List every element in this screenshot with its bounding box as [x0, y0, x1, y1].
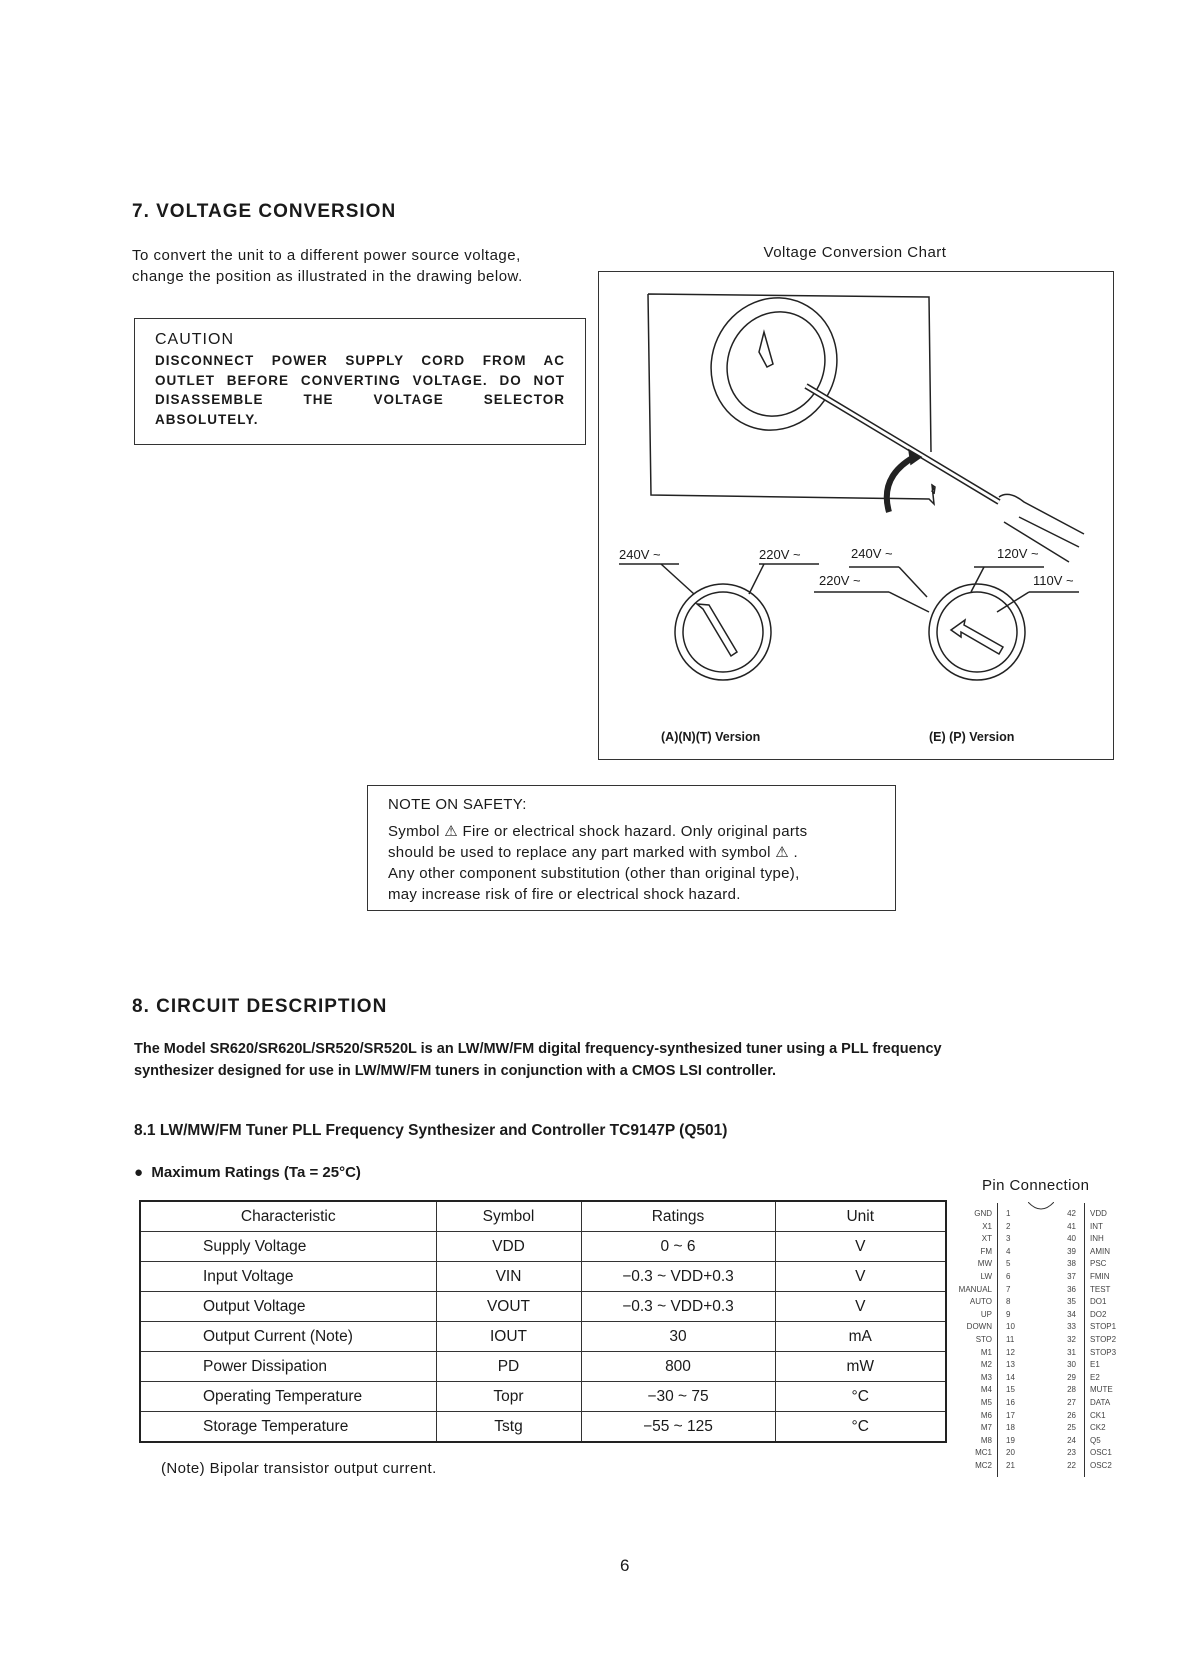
unit-cell: mA [775, 1322, 946, 1352]
label-120v: 120V ~ [997, 546, 1039, 561]
pin-label-left: M1 [980, 1347, 992, 1357]
pin-label-right: DO1 [1090, 1297, 1107, 1307]
pin-label-right: Q5 [1090, 1435, 1101, 1445]
pin-number: 33 [1067, 1322, 1076, 1332]
label-240v: 240V ~ [851, 546, 893, 561]
header-cell: Unit [775, 1201, 946, 1232]
pin-label-right: VDD [1090, 1209, 1107, 1218]
pin-label-right: INT [1090, 1221, 1103, 1231]
pin-number: 3 [1006, 1234, 1011, 1244]
pin-number: 25 [1067, 1423, 1076, 1433]
unit-cell: °C [775, 1382, 946, 1412]
pin-number: 5 [1006, 1259, 1011, 1269]
pin-label-right: E1 [1090, 1360, 1100, 1370]
safety-note-box [367, 785, 896, 911]
pin-label-right: FMIN [1090, 1272, 1110, 1281]
pin-number: 13 [1006, 1360, 1015, 1370]
unit-cell: V [775, 1232, 946, 1262]
pin-label-right: STOP2 [1090, 1335, 1117, 1344]
intro-line: To convert the unit to a different power source voltage, [132, 247, 521, 264]
pin-number: 38 [1067, 1259, 1076, 1269]
label-220v: 220V ~ [759, 547, 801, 562]
pin-label-left: X1 [982, 1221, 992, 1231]
version-label-ant: (A)(N)(T) Version [661, 730, 761, 744]
pin-label-left: MC2 [975, 1461, 992, 1470]
table-row [140, 1322, 946, 1352]
header-cell: Symbol [436, 1201, 581, 1232]
symbol-cell: VDD [436, 1232, 581, 1262]
pin-number: 24 [1067, 1435, 1076, 1445]
pin-number: 8 [1006, 1297, 1011, 1307]
section-8-intro [134, 1038, 942, 1082]
ratings-title [134, 1164, 361, 1181]
pin-number: 20 [1006, 1448, 1015, 1458]
pin-number: 7 [1006, 1284, 1011, 1294]
table-row [140, 1232, 946, 1262]
pin-number: 17 [1006, 1410, 1015, 1420]
pin-label-right: DATA [1090, 1398, 1111, 1407]
pin-number: 19 [1006, 1435, 1015, 1445]
ratings-cell: −0.3 ~ VDD+0.3 [581, 1262, 775, 1292]
pin-label-left: STO [975, 1335, 992, 1344]
pin-label-right: OSC2 [1090, 1461, 1112, 1470]
chart-title: Voltage Conversion Chart [763, 244, 947, 261]
section-7-intro [132, 245, 523, 287]
unit-cell: V [775, 1262, 946, 1292]
pin-number: 41 [1067, 1221, 1076, 1231]
pin-label-right: E2 [1090, 1372, 1100, 1382]
caution-box [134, 318, 586, 445]
voltage-selector-illustration [599, 272, 1113, 759]
pin-number: 35 [1067, 1297, 1076, 1307]
section-8-heading: 8. CIRCUIT DESCRIPTION [132, 996, 388, 1017]
pin-label-right: OSC1 [1090, 1448, 1112, 1458]
safety-line: should be used to replace any part marked with symbol ⚠ . [388, 844, 798, 861]
pin-label-right: CK1 [1090, 1410, 1106, 1420]
safety-title: NOTE ON SAFETY: [388, 796, 527, 813]
voltage-conversion-chart [598, 271, 1114, 760]
pin-label-left: M5 [980, 1398, 992, 1407]
ratings-cell: 800 [581, 1352, 775, 1382]
pin-number: 27 [1067, 1398, 1076, 1407]
characteristic-cell: Supply Voltage [140, 1232, 436, 1262]
pin-label-left: M8 [980, 1435, 992, 1445]
section-7-heading: 7. VOLTAGE CONVERSION [132, 201, 397, 222]
pin-label-right: MUTE [1090, 1385, 1113, 1395]
subsection-8-1: 8.1 LW/MW/FM Tuner PLL Frequency Synthesizer and Controller TC9147P (Q501) [134, 1122, 728, 1139]
characteristic-cell: Operating Temperature [140, 1382, 436, 1412]
pin-number: 40 [1067, 1234, 1076, 1244]
characteristic-cell: Storage Temperature [140, 1412, 436, 1443]
symbol-cell: VOUT [436, 1292, 581, 1322]
ratings-cell: −55 ~ 125 [581, 1412, 775, 1443]
pin-label-left: DOWN [966, 1322, 992, 1332]
pin-label-left: M3 [980, 1372, 992, 1382]
pin-label-left: M2 [980, 1360, 992, 1370]
pin-label-left: LW [980, 1272, 992, 1281]
pin-number: 22 [1067, 1461, 1076, 1470]
symbol-cell: Topr [436, 1382, 581, 1412]
pin-number: 18 [1006, 1423, 1015, 1433]
ratings-cell: −30 ~ 75 [581, 1382, 775, 1412]
pin-number: 14 [1006, 1372, 1015, 1382]
ic-package [958, 1203, 1117, 1477]
pin-label-left: MC1 [975, 1448, 992, 1458]
characteristic-cell: Output Current (Note) [140, 1322, 436, 1352]
pin-label-left: MANUAL [958, 1284, 992, 1294]
pin-label-right: AMIN [1090, 1246, 1110, 1256]
unit-cell: °C [775, 1412, 946, 1443]
pin-number: 4 [1006, 1246, 1011, 1256]
intro-line: synthesizer designed for use in LW/MW/FM tuners in conjunction with a CMOS LSI controller. [134, 1063, 777, 1079]
safety-line: Any other component substitution (other than original type), [388, 865, 800, 882]
pin-label-left: MW [977, 1259, 992, 1269]
characteristic-cell: Power Dissipation [140, 1352, 436, 1382]
pin-number: 21 [1006, 1461, 1015, 1470]
label-110v: 110V ~ [1033, 573, 1074, 588]
label-240v: 240V ~ [619, 547, 661, 562]
header-cell: Ratings [581, 1201, 775, 1232]
table-note: (Note) Bipolar transistor output current. [161, 1460, 437, 1477]
max-ratings-table [139, 1200, 947, 1443]
table-row [140, 1292, 946, 1322]
ratings-cell: 0 ~ 6 [581, 1232, 775, 1262]
symbol-cell: PD [436, 1352, 581, 1382]
table-header-row [140, 1201, 946, 1232]
ic-notch-icon [1028, 1202, 1054, 1212]
pin-number: 1 [1006, 1209, 1011, 1218]
pin-label-right: DO2 [1090, 1309, 1107, 1319]
pin-label-left: GND [974, 1209, 992, 1218]
pin-label-right: CK2 [1090, 1423, 1106, 1433]
table-row [140, 1352, 946, 1382]
intro-line: change the position as illustrated in the drawing below. [132, 268, 523, 285]
bullet-icon: ● [134, 1164, 152, 1181]
pin-label-left: M4 [980, 1385, 992, 1395]
pin-number: 34 [1067, 1309, 1076, 1319]
pin-number: 16 [1006, 1398, 1015, 1407]
version-label-ep: (E) (P) Version [929, 730, 1015, 744]
unit-cell: mW [775, 1352, 946, 1382]
table-row [140, 1382, 946, 1412]
pin-number: 10 [1006, 1322, 1015, 1332]
pin-label-left: FM [980, 1246, 992, 1256]
safety-line: may increase risk of fire or electrical shock hazard. [388, 886, 741, 903]
pin-number: 36 [1067, 1284, 1076, 1294]
pin-number: 30 [1067, 1360, 1076, 1370]
pin-label-right: TEST [1090, 1284, 1111, 1294]
caution-title: CAUTION [155, 331, 234, 348]
pin-label-right: PSC [1090, 1259, 1107, 1269]
caution-text: DISCONNECT POWER SUPPLY CORD FROM AC OUTLET BEFORE CONVERTING VOLTAGE. DO NOT DISASSEMBLE THE VOLTAGE SELECTOR ABSOLUTELY. [155, 353, 565, 427]
characteristic-cell: Input Voltage [140, 1262, 436, 1292]
pin-number: 2 [1006, 1221, 1011, 1231]
pin-number: 12 [1006, 1347, 1015, 1357]
pin-label-right: INH [1090, 1234, 1104, 1244]
pin-number: 29 [1067, 1372, 1076, 1382]
pin-number: 26 [1067, 1410, 1076, 1420]
pin-number: 39 [1067, 1246, 1076, 1256]
symbol-cell: IOUT [436, 1322, 581, 1352]
ratings-title-text: Maximum Ratings (Ta = 25°C) [151, 1164, 361, 1181]
pin-number: 31 [1067, 1347, 1076, 1357]
unit-cell: V [775, 1292, 946, 1322]
pin-number: 15 [1006, 1385, 1015, 1395]
pin-number: 42 [1067, 1209, 1076, 1218]
pin-number: 6 [1006, 1272, 1011, 1281]
pin-label-right: STOP3 [1090, 1347, 1117, 1357]
pin-label-left: M6 [980, 1410, 992, 1420]
pin-label-left: UP [980, 1309, 992, 1319]
pin-number: 23 [1067, 1448, 1076, 1458]
label-220v: 220V ~ [819, 573, 861, 588]
pin-connection-title: Pin Connection [982, 1177, 1090, 1194]
ratings-cell: −0.3 ~ VDD+0.3 [581, 1292, 775, 1322]
pin-label-left: AUTO [969, 1297, 992, 1307]
intro-line: The Model SR620/SR620L/SR520/SR520L is an LW/MW/FM digital frequency-synthesized tuner using a PLL frequency [134, 1041, 942, 1057]
pin-number: 28 [1067, 1385, 1076, 1395]
page-number: 6 [620, 1556, 630, 1575]
header-cell: Characteristic [140, 1201, 436, 1232]
symbol-cell: VIN [436, 1262, 581, 1292]
ratings-cell: 30 [581, 1322, 775, 1352]
pin-label-right: STOP1 [1090, 1322, 1117, 1332]
pin-number: 32 [1067, 1335, 1076, 1344]
characteristic-cell: Output Voltage [140, 1292, 436, 1322]
table-row [140, 1262, 946, 1292]
pin-number: 37 [1067, 1272, 1076, 1281]
pin-label-left: XT [981, 1234, 992, 1244]
table-row [140, 1412, 946, 1443]
pin-label-left: M7 [980, 1423, 992, 1433]
pin-number: 9 [1006, 1309, 1011, 1319]
symbol-cell: Tstg [436, 1412, 581, 1443]
pin-number: 11 [1006, 1335, 1015, 1344]
safety-line: Symbol ⚠ Fire or electrical shock hazard. Only original parts [388, 823, 808, 840]
